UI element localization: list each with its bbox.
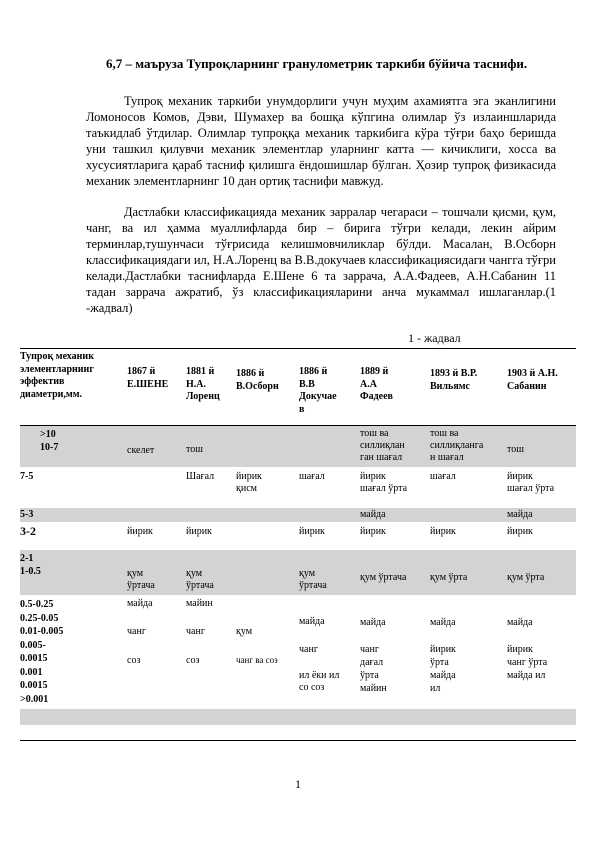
row6-shene: майда чанг соз — [127, 598, 153, 666]
row2-dokuchaev: шағал — [299, 471, 325, 482]
row2-fadeev: йирик шағал ўрта — [360, 471, 408, 494]
row1-lorents: тош — [186, 444, 203, 455]
row6-sizes: 0.5-0.25 0.25-0.05 0.01-0.005 0.005- 0.0015 0.001 0.0015 >0.001 — [20, 599, 64, 705]
row6-vilyams: майда йирик ўрта майда ил — [430, 617, 456, 694]
classification-table — [20, 348, 576, 741]
row4-dokuchaev: йирик — [299, 526, 325, 537]
row1-sabanin: тош — [507, 444, 524, 455]
page-number: 1 — [295, 777, 301, 791]
paragraph-2: Дастлабки классификацияда механик зарралар чегараси – тошчали қисми, қум, чанг, ва ил ҳамма муаллифларда бир – бирига тўғри келади, лекин айрим терминлар,тушунчаси тўғрисида келишмовчиликлар бўлди. Масалан, В.Осборн классификациядаги ил, Н.А.Лоренц ва В.В.докучаев классификациясидаги чангга тўғри келади.Дастлабки таснифларда Е.Шене 6 та заррача, А.А.Фадеев, А.Н.Сабанин 11 тадан заррача ажратиб, ўз классификацияларини анча мукаммал ишлаганлар.(1 -жадвал) — [86, 205, 556, 315]
row5-sabanin: қум ўрта — [507, 572, 545, 583]
row6-sabanin: майда йирик чанг ўрта майда ил — [507, 617, 548, 681]
row3-fadeev: майда — [360, 509, 386, 520]
row2-osborn: йирик қисм — [236, 471, 262, 494]
row5-dokuchaev: қум ўртача — [299, 568, 327, 591]
row4-lorents: йирик — [186, 526, 212, 537]
table-rule-header — [20, 425, 576, 426]
row4-vilyams: йирик — [430, 526, 456, 537]
row3-sabanin: майда — [507, 509, 533, 520]
row2-lorents: Шағал — [186, 471, 215, 482]
table-caption: 1 - жадвал — [408, 331, 461, 345]
row-shade-bottom — [20, 709, 576, 725]
row4-fadeev: йирик — [360, 526, 386, 537]
row2-vilyams: шағал — [430, 471, 456, 482]
row2-size: 7-5 — [20, 471, 34, 482]
paragraph-1: Тупроқ механик таркиби унумдорлиги учун муҳим ахамиятга эга эканлигини Ломоносов Комов, Дэви, Шумахер ва бошқа кўпгина олимлар ўз излаиншларида таъкидлаб ўтдилар. Олимлар тупроққа механик таркибига кўра тўғри баҳо беришда уни ташкил қилувчи механик элементлар уларнинг катта — кичиклиги, хосса ва хусусиятларига қараб тасниф қилишга ёндошишлар бўлган. Ҳозир тупроқ физикасида механик элементларнинг 10 дан ортиқ таснифи мавжуд. — [86, 94, 556, 188]
row4-shene: йирик — [127, 526, 153, 537]
row4-sabanin: йирик — [507, 526, 533, 537]
lecture-heading: 6,7 – маъруза Тупроқларнинг гранулометрик таркиби бўйича таснифи. — [106, 56, 528, 71]
header-diameter: Тупроқ механик элементларнинг эффектив диаметри,мм. — [20, 351, 94, 400]
row5-fadeev: қум ўртача — [360, 572, 407, 583]
row2-sabanin: йирик шағал ўрта — [507, 471, 555, 494]
row-shade-1 — [20, 426, 576, 467]
row5-vilyams: қум ўрта — [430, 572, 468, 583]
table-rule-top — [20, 348, 576, 349]
table-rule-bottom — [20, 740, 576, 741]
row5-size: 2-1 1-0.5 — [20, 553, 41, 577]
header-lorents: 1881 й Н.А. Лоренц — [186, 366, 220, 402]
row1-fadeev: тош ва силлиқлан ган шағал — [360, 428, 405, 463]
row5-shene: қум ўртача — [127, 568, 155, 591]
row1-shene: скелет — [127, 445, 155, 456]
header-osborn: 1886 й В.Осборн — [236, 368, 279, 392]
row6-lorents: майин чанг соз — [186, 598, 213, 666]
row4-size: 3-2 — [20, 524, 36, 538]
header-fadeev: 1889 й А.А Фадеев — [360, 366, 393, 402]
row-shade-3 — [20, 508, 576, 522]
header-shene: 1867 й Е.ШЕНЕ — [127, 366, 169, 390]
row1-vilyams: тош ва силлиқланга н шағал — [430, 428, 484, 463]
header-vilyams: 1893 й В.Р. Вильямс — [430, 368, 478, 392]
row6-osborn: қум чанг ва соз — [236, 626, 278, 665]
row6-dokuchaev: майда чанг ил ёки ил со соз — [299, 616, 340, 693]
row-shade-5 — [20, 550, 576, 595]
row3-size: 5-3 — [20, 509, 34, 520]
row1-size: >10 10-7 — [40, 429, 59, 453]
row6-fadeev: майда чанг дағал ўрта майин — [360, 617, 387, 694]
header-sabanin: 1903 й А.Н. Сабанин — [507, 368, 558, 392]
row5-lorents: қум ўртача — [186, 568, 214, 591]
header-dokuchaev: 1886 й В.В Докучае в — [299, 366, 337, 415]
